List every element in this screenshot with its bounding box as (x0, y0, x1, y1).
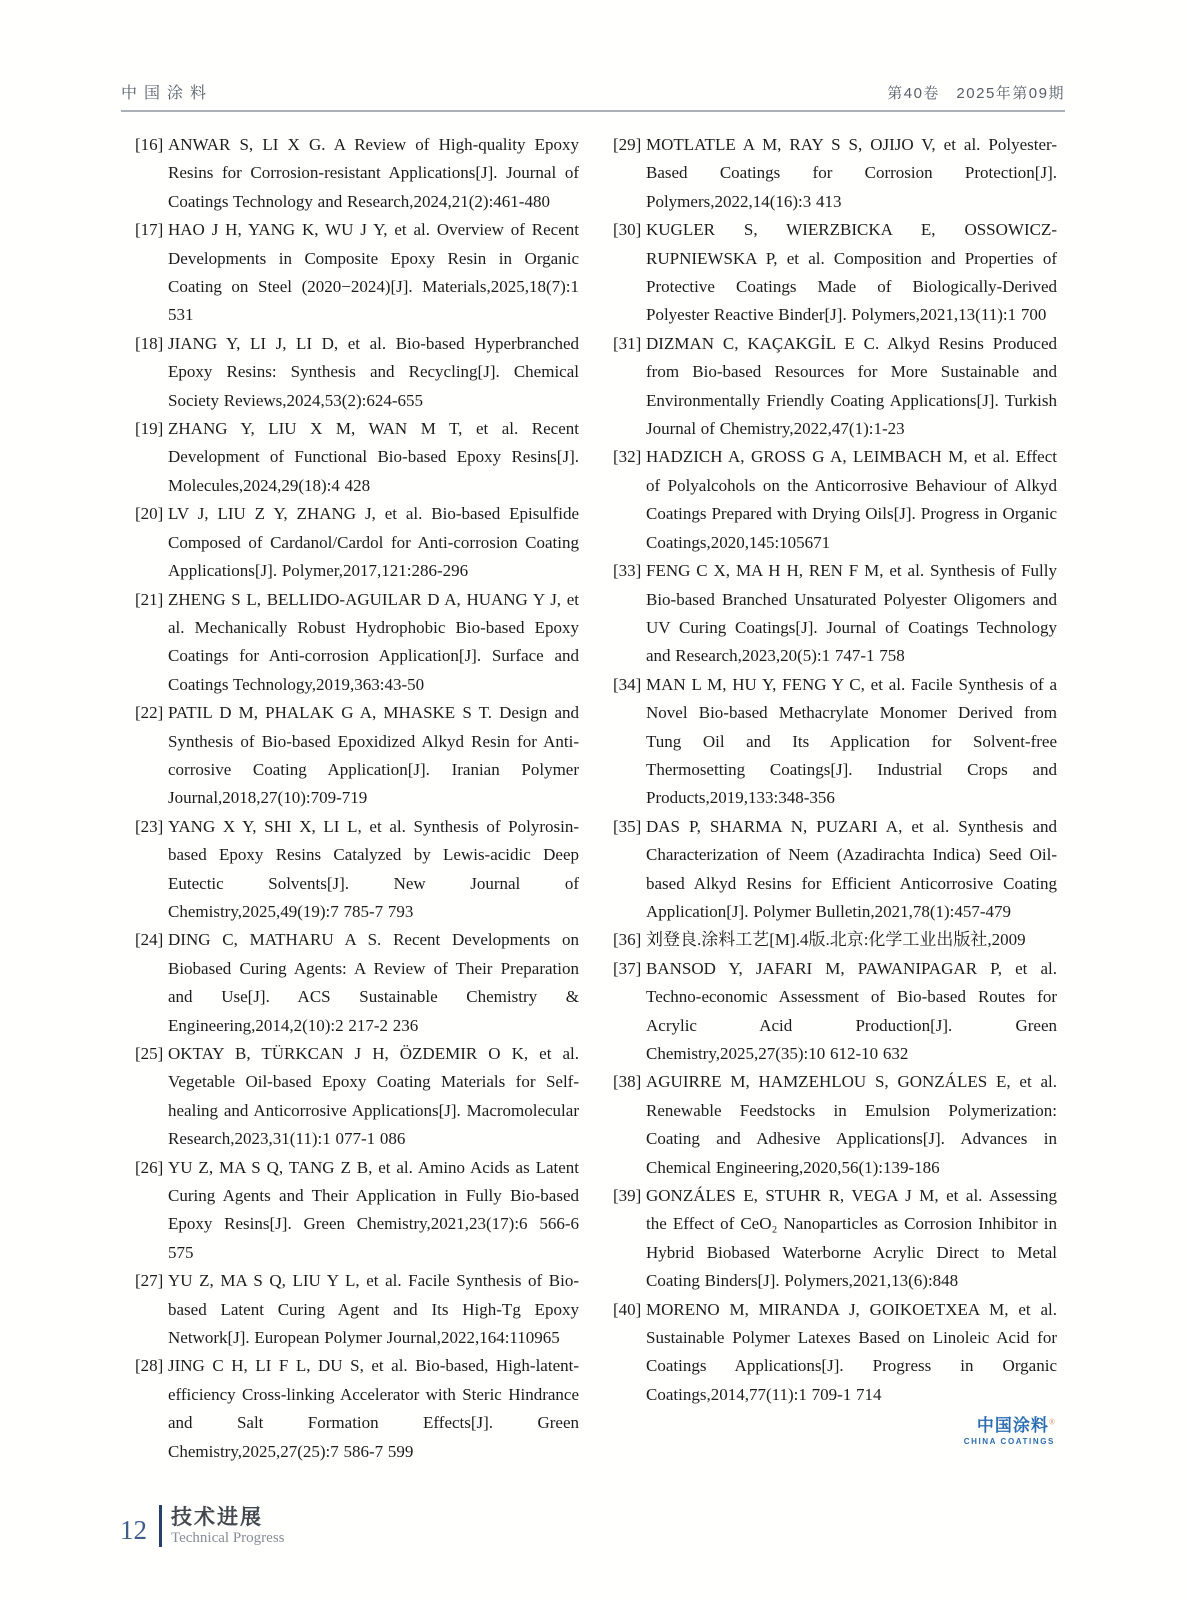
reference-36 (613, 926, 1057, 954)
reference-22 (135, 699, 579, 813)
reference-number: [36] (613, 930, 642, 950)
reference-text: MORENO M, MIRANDA J, GOIKOETXEA M, et al. Sustainable Polymer Latexes Based on Linoleic Acid for Coatings Applications[J]. Progress in Organic Coatings,2014,77(11):1 709-1 714 (646, 1299, 1057, 1404)
reference-number: [33] (613, 561, 642, 581)
reference-number: [35] (613, 816, 642, 836)
reference-text: MAN L M, HU Y, FENG Y C, et al. Facile Synthesis of a Novel Bio-based Methacrylate Monomer Derived from Tung Oil and Its Application for Solvent-free Thermosetting Coatings[J]. Industrial Crops and Products,2019,133:348-356 (646, 674, 1057, 808)
footer-divider-bar (159, 1505, 162, 1547)
registered-mark-icon: ® (1048, 1417, 1055, 1427)
reference-number: [19] (135, 419, 164, 439)
reference-34 (613, 671, 1057, 813)
reference-text: JIANG Y, LI J, LI D, et al. Bio-based Hyperbranched Epoxy Resins: Synthesis and Recycling[J]. Chemical Society Reviews,2024,53(2):624-655 (168, 333, 579, 410)
reference-number: [26] (135, 1157, 164, 1177)
reference-number: [24] (135, 930, 164, 950)
reference-23 (135, 813, 579, 927)
references-section (135, 131, 1057, 1466)
reference-text: MOTLATLE A M, RAY S S, OJIJO V, et al. Polyester-Based Coatings for Corrosion Protection[J]. Polymers,2022,14(16):3 413 (646, 135, 1057, 211)
volume-issue: 第40卷 2025年第09期 (887, 85, 1065, 102)
reference-38 (613, 1068, 1057, 1182)
reference-number: [38] (613, 1072, 642, 1092)
reference-number: [40] (613, 1299, 642, 1319)
reference-number: [28] (135, 1356, 164, 1376)
reference-number: [37] (613, 958, 642, 978)
reference-29 (613, 131, 1057, 216)
reference-number: [23] (135, 816, 164, 836)
reference-number: [16] (135, 135, 164, 154)
reference-32 (613, 443, 1057, 557)
reference-number: [34] (613, 674, 642, 694)
reference-37 (613, 955, 1057, 1069)
reference-text: DIZMAN C, KAÇAKGİL E C. Alkyd Resins Produced from Bio-based Resources for More Sustainable and Environmentally Friendly Coating Applications[J]. Turkish Journal of Chemistry,2022,47(1):1-23 (646, 333, 1057, 439)
reference-28 (135, 1352, 579, 1466)
reference-text: LV J, LIU Z Y, ZHANG J, et al. Bio-based Episulfide Composed of Cardanol/Cardol for Anti-corrosion Coating Applications[J]. Polymer,2017,121:286-296 (168, 504, 579, 581)
reference-text: ZHANG Y, LIU X M, WAN M T, et al. Recent Development of Functional Bio-based Epoxy Resins[J]. Molecules,2024,29(18):4 428 (168, 419, 579, 495)
reference-text: 刘登良.涂料工艺[M].4版.北京:化学工业出版社,2009 (646, 930, 1026, 950)
references-left-column (135, 131, 579, 1466)
reference-33 (613, 557, 1057, 671)
references-right-column (613, 131, 1057, 1466)
reference-26 (135, 1154, 579, 1268)
reference-39 (613, 1182, 1057, 1296)
reference-text: DAS P, SHARMA N, PUZARI A, et al. Synthesis and Characterization of Neem (Azadirachta Indica) Seed Oil-based Alkyd Resins for Efficient Anticorrosive Coating Application[J]. Polymer Bulletin,2021,78(1):457-479 (646, 816, 1057, 921)
reference-25 (135, 1040, 579, 1154)
reference-number: [17] (135, 220, 164, 240)
reference-number: [21] (135, 589, 164, 609)
reference-text: OKTAY B, TÜRKCAN J H, ÖZDEMIR O K, et al. Vegetable Oil-based Epoxy Coating Materials for Self-healing and Anticorrosive Applications[J]. Macromolecular Research,2023,31(11):1 077-1 086 (168, 1044, 579, 1149)
reference-number: [32] (613, 447, 642, 467)
page-footer (120, 1505, 285, 1547)
reference-text: AGUIRRE M, HAMZEHLOU S, GONZÁLES E, et al. Renewable Feedstocks in Emulsion Polymerization: Coating and Adhesive Applications[J]. Advances in Chemical Engineering,2020,56(1):139-186 (646, 1072, 1057, 1177)
reference-text: YU Z, MA S Q, TANG Z B, et al. Amino Acids as Latent Curing Agents and Their Application in Fully Bio-based Epoxy Resins[J]. Green Chemistry,2021,23(17):6 566-6 575 (168, 1157, 579, 1262)
reference-number: [27] (135, 1271, 164, 1291)
reference-21 (135, 586, 579, 700)
reference-text: GONZÁLES E, STUHR R, VEGA J M, et al. Assessing the Effect of CeO₂ Nanoparticles as Corrosion Inhibitor in Hybrid Biobased Waterborne Acrylic Direct to Metal Coating Binders[J]. Polymers,2021,13(6):848 (646, 1186, 1057, 1291)
reference-number: [29] (613, 135, 642, 154)
reference-text: PATIL D M, PHALAK G A, MHASKE S T. Design and Synthesis of Bio-based Epoxidized Alkyd Resin for Anti-corrosive Coating Application[J]. Iranian Polymer Journal,2018,27(10):709-719 (168, 703, 579, 808)
reference-18 (135, 330, 579, 415)
reference-number: [18] (135, 333, 164, 353)
reference-number: [30] (613, 220, 642, 240)
reference-text: BANSOD Y, JAFARI M, PAWANIPAGAR P, et al. Techno-economic Assessment of Bio-based Routes for Acrylic Acid Production[J]. Green Chemistry,2025,27(35):10 612-10 632 (646, 958, 1057, 1063)
footer-section-title (171, 1506, 285, 1547)
reference-text: FENG C X, MA H H, REN F M, et al. Synthesis of Fully Bio-based Branched Unsaturated Polyester Oligomers and UV Curing Coatings[J]. Journal of Coatings Technology and Research,2023,20(5):1 747-1 758 (646, 561, 1057, 666)
reference-16 (135, 131, 579, 216)
reference-30 (613, 216, 1057, 330)
reference-number: [25] (135, 1044, 164, 1063)
reference-text: KUGLER S, WIERZBICKA E, OSSOWICZ-RUPNIEWSKA P, et al. Composition and Properties of Protective Coatings Made of Biologically-Derived Polyester Reactive Binder[J]. Polymers,2021,13(11):1 700 (646, 220, 1057, 325)
reference-24 (135, 926, 579, 1040)
reference-number: [39] (613, 1186, 642, 1206)
section-title-cn: 技术进展 (171, 1505, 263, 1529)
section-title-en: Technical Progress (171, 1529, 285, 1546)
reference-19 (135, 415, 579, 500)
reference-20 (135, 500, 579, 585)
logo-cn-text: 中国涂料 (976, 1416, 1049, 1436)
header-divider (121, 110, 1065, 112)
reference-text: ZHENG S L, BELLIDO-AGUILAR D A, HUANG Y J, et al. Mechanically Robust Hydrophobic Bio-based Epoxy Coatings for Anti-corrosion Application[J]. Surface and Coatings Technology,2019,363:43-50 (168, 589, 579, 694)
reference-35 (613, 813, 1057, 927)
china-coatings-logo (613, 1417, 1057, 1446)
reference-27 (135, 1267, 579, 1352)
page-header (121, 80, 1065, 112)
reference-number: [20] (135, 504, 164, 524)
reference-31 (613, 330, 1057, 444)
reference-text: ANWAR S, LI X G. A Review of High-quality Epoxy Resins for Corrosion-resistant Applications[J]. Journal of Coatings Technology and Research,2024,21(2):461-480 (168, 135, 579, 211)
reference-number: [22] (135, 703, 164, 723)
page-number: 12 (120, 1514, 147, 1545)
reference-text: YANG X Y, SHI X, LI L, et al. Synthesis of Polyrosin-based Epoxy Resins Catalyzed by Lewis-acidic Deep Eutectic Solvents[J]. New Journal of Chemistry,2025,49(19):7 785-7 793 (168, 816, 579, 921)
reference-text: DING C, MATHARU A S. Recent Developments on Biobased Curing Agents: A Review of Their Preparation and Use[J]. ACS Sustainable Chemistry & Engineering,2014,2(10):2 217-2 236 (168, 930, 579, 1035)
reference-40 (613, 1296, 1057, 1410)
logo-en-text: CHINA COATINGS (963, 1436, 1055, 1446)
reference-text: HAO J H, YANG K, WU J Y, et al. Overview of Recent Developments in Composite Epoxy Resin in Organic Coating on Steel (2020−2024)[J]. Materials,2025,18(7):1 531 (168, 220, 579, 325)
reference-text: YU Z, MA S Q, LIU Y L, et al. Facile Synthesis of Bio-based Latent Curing Agent and Its High-Tg Epoxy Network[J]. European Polymer Journal,2022,164:110965 (168, 1271, 579, 1348)
reference-number: [31] (613, 333, 642, 353)
reference-17 (135, 216, 579, 330)
reference-text: JING C H, LI F L, DU S, et al. Bio-based, High-latent-efficiency Cross-linking Accelerator with Steric Hindrance and Salt Formation Effects[J]. Green Chemistry,2025,27(25):7 586-7 599 (168, 1356, 579, 1461)
reference-text: HADZICH A, GROSS G A, LEIMBACH M, et al. Effect of Polyalcohols on the Anticorrosive Behaviour of Alkyd Coatings Prepared with Drying Oils[J]. Progress in Organic Coatings,2020,145:105671 (646, 447, 1057, 552)
journal-name: 中国涂料 (121, 85, 214, 102)
